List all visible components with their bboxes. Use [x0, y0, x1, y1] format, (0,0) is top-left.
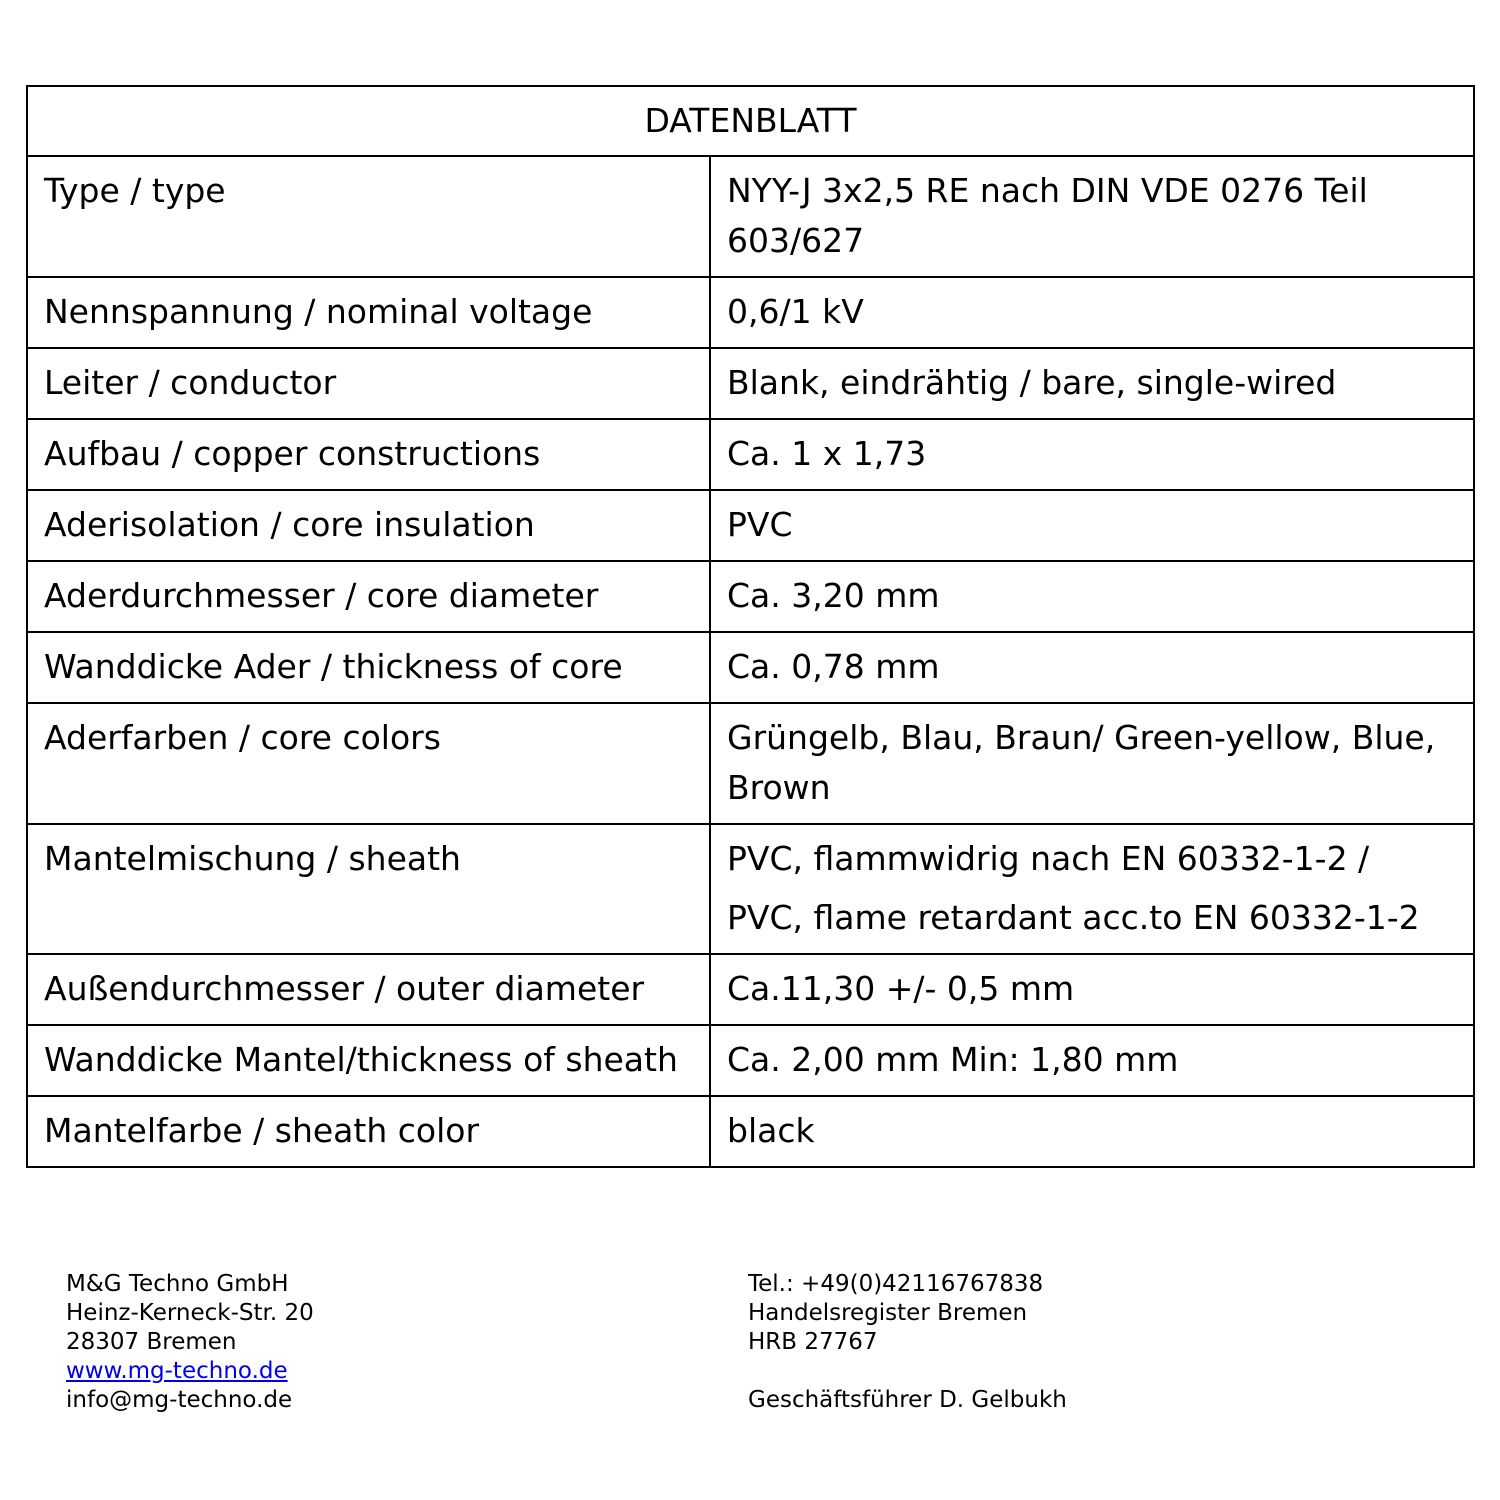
- row-label-outer-diameter: Außendurchmesser / outer diameter: [27, 954, 710, 1025]
- row-value-type: [710, 156, 1474, 277]
- table-row: [27, 632, 1474, 703]
- datasheet-title: DATENBLATT: [27, 86, 1474, 156]
- row-label-nominal-voltage: Nennspannung / nominal voltage: [27, 277, 710, 348]
- value-line: PVC, flammwidrig nach EN 60332-1-2 /: [727, 839, 1370, 878]
- value-line: Ca. 0,78 mm: [727, 647, 940, 686]
- company-register: Handelsregister Bremen: [748, 1300, 1028, 1326]
- row-value-nominal-voltage: [710, 277, 1474, 348]
- footer-company-info: [66, 1270, 314, 1415]
- row-label-sheath-color: Mantelfarbe / sheath color: [27, 1096, 710, 1167]
- table-row: [27, 490, 1474, 561]
- value-line: PVC, flame retardant acc.to EN 60332-1-2: [727, 898, 1420, 937]
- table-row: [27, 954, 1474, 1025]
- table-row: [27, 348, 1474, 419]
- row-label-core-thickness: Wanddicke Ader / thickness of core: [27, 632, 710, 703]
- value-line: 0,6/1 kV: [727, 292, 864, 331]
- table-row: [27, 703, 1474, 824]
- row-value-core-insulation: [710, 490, 1474, 561]
- company-ceo: Geschäftsführer D. Gelbukh: [748, 1387, 1067, 1413]
- row-label-sheath-thickness: Wanddicke Mantel/thickness of sheath: [27, 1025, 710, 1096]
- row-label-core-insulation: Aderisolation / core insulation: [27, 490, 710, 561]
- table-row: [27, 419, 1474, 490]
- value-line: black: [727, 1111, 815, 1150]
- value-line: Grüngelb, Blau, Braun/ Green-yellow, Blue, Brown: [727, 718, 1436, 807]
- table-row: [27, 824, 1474, 954]
- footer-spacer: [748, 1357, 1067, 1386]
- table-row: [27, 156, 1474, 277]
- row-label-type: Type / type: [27, 156, 710, 277]
- value-line: Blank, eindrähtig / bare, single-wired: [727, 363, 1337, 402]
- datasheet-title-row: [27, 86, 1474, 156]
- datasheet-table: [26, 85, 1475, 1168]
- footer-register-info: [748, 1270, 1067, 1415]
- row-value-outer-diameter: [710, 954, 1474, 1025]
- table-row: [27, 1096, 1474, 1167]
- row-label-core-colors: Aderfarben / core colors: [27, 703, 710, 824]
- row-value-sheath-thickness: [710, 1025, 1474, 1096]
- row-label-copper-constructions: Aufbau / copper constructions: [27, 419, 710, 490]
- value-line: Ca. 3,20 mm: [727, 576, 940, 615]
- company-email: info@mg-techno.de: [66, 1387, 293, 1413]
- table-row: [27, 1025, 1474, 1096]
- row-value-copper-constructions: [710, 419, 1474, 490]
- row-value-core-diameter: [710, 561, 1474, 632]
- row-value-core-colors: [710, 703, 1474, 824]
- company-city: 28307 Bremen: [66, 1329, 237, 1355]
- table-row: [27, 561, 1474, 632]
- value-line: Ca. 1 x 1,73: [727, 434, 927, 473]
- row-value-conductor: [710, 348, 1474, 419]
- value-line: Ca.11,30 +/- 0,5 mm: [727, 969, 1075, 1008]
- row-label-sheath: Mantelmischung / sheath: [27, 824, 710, 954]
- company-hrb: HRB 27767: [748, 1329, 878, 1355]
- table-row: [27, 277, 1474, 348]
- company-street: Heinz-Kerneck-Str. 20: [66, 1300, 314, 1326]
- website-link[interactable]: www.mg-techno.de: [66, 1358, 288, 1384]
- row-value-core-thickness: [710, 632, 1474, 703]
- company-name: M&G Techno GmbH: [66, 1271, 289, 1297]
- row-label-conductor: Leiter / conductor: [27, 348, 710, 419]
- value-line: NYY-J 3x2,5 RE nach DIN VDE 0276 Teil 603/627: [727, 171, 1368, 260]
- row-label-core-diameter: Aderdurchmesser / core diameter: [27, 561, 710, 632]
- company-phone: Tel.: +49(0)42116767838: [748, 1271, 1044, 1297]
- value-line: Ca. 2,00 mm Min: 1,80 mm: [727, 1040, 1179, 1079]
- row-value-sheath-color: [710, 1096, 1474, 1167]
- row-value-sheath: [710, 824, 1474, 954]
- value-line: PVC: [727, 505, 793, 544]
